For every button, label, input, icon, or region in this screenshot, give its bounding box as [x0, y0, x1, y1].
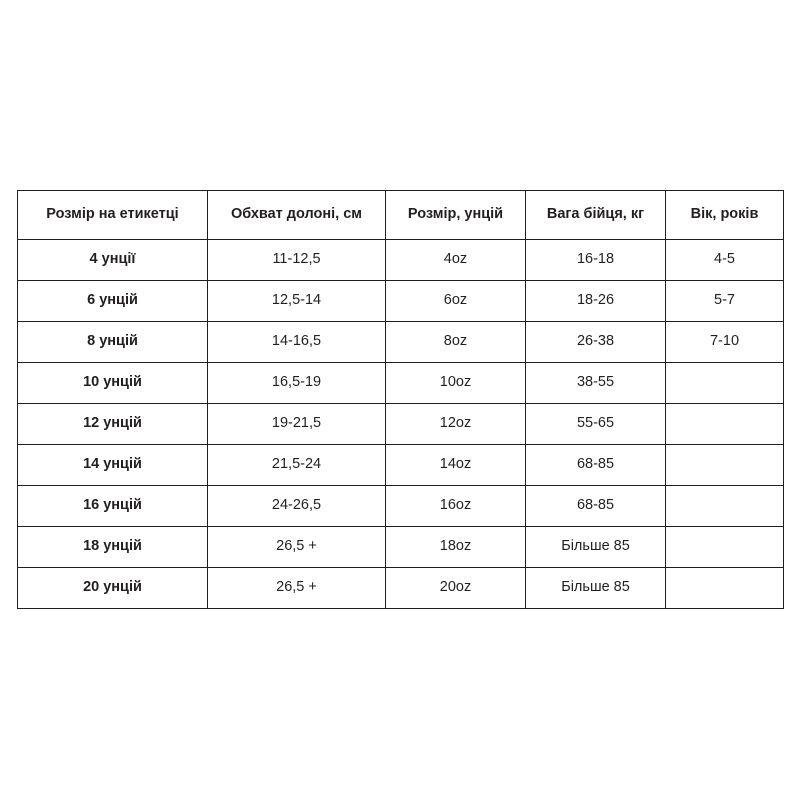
cell-fighter-weight	[526, 486, 666, 527]
cell-age	[666, 363, 784, 404]
cell-text: 6oz	[443, 292, 468, 309]
table-row	[18, 363, 784, 404]
cell-text: 14oz	[439, 456, 472, 473]
cell-text: 4oz	[443, 251, 468, 268]
table-row	[18, 322, 784, 363]
cell-text: 16,5-19	[271, 374, 322, 391]
table-row	[18, 568, 784, 609]
cell-palm-circumference	[208, 568, 386, 609]
cell-text: 26,5 +	[276, 579, 317, 596]
cell-text: 20oz	[439, 579, 472, 596]
cell-ounces	[386, 404, 526, 445]
table-row	[18, 445, 784, 486]
cell-text: 4 унції	[89, 251, 136, 268]
cell-text: 55-65	[576, 415, 615, 432]
cell-text: 5-7	[714, 292, 735, 309]
table-header	[18, 191, 784, 240]
cell-text: 26,5 +	[276, 538, 317, 555]
table-header-row	[18, 191, 784, 240]
cell-text: 18oz	[439, 538, 472, 555]
cell-ounces	[386, 363, 526, 404]
cell-ounces	[386, 322, 526, 363]
cell-text: 6 унцій	[87, 292, 138, 309]
cell-fighter-weight	[526, 527, 666, 568]
cell-fighter-weight	[526, 445, 666, 486]
cell-text: 16oz	[439, 497, 472, 514]
cell-text: 7-10	[709, 333, 740, 350]
cell-age	[666, 486, 784, 527]
table-row	[18, 527, 784, 568]
cell-label-size	[18, 568, 208, 609]
column-header-label-size	[18, 191, 208, 240]
cell-fighter-weight	[526, 363, 666, 404]
cell-label-size	[18, 322, 208, 363]
cell-text: 14 унцій	[83, 456, 142, 473]
table-row	[18, 281, 784, 322]
cell-text: 20 унцій	[83, 579, 142, 596]
column-header-ounces	[386, 191, 526, 240]
cell-palm-circumference	[208, 240, 386, 281]
cell-age	[666, 240, 784, 281]
cell-label-size	[18, 486, 208, 527]
cell-fighter-weight	[526, 404, 666, 445]
cell-text: 68-85	[576, 497, 615, 514]
cell-text: 19-21,5	[271, 415, 322, 432]
cell-fighter-weight	[526, 322, 666, 363]
table-body	[18, 240, 784, 609]
cell-text: 21,5-24	[271, 456, 322, 473]
cell-label-size	[18, 240, 208, 281]
cell-ounces	[386, 527, 526, 568]
cell-ounces	[386, 240, 526, 281]
column-header-label-size-text: Розмір на етикетці	[46, 206, 179, 223]
column-header-palm-circumference-text: Обхват долоні, см	[230, 206, 363, 223]
cell-palm-circumference	[208, 527, 386, 568]
cell-fighter-weight	[526, 568, 666, 609]
cell-text: 12 унцій	[83, 415, 142, 432]
cell-fighter-weight	[526, 240, 666, 281]
cell-age	[666, 404, 784, 445]
cell-text: 24-26,5	[271, 497, 322, 514]
cell-text: 18 унцій	[83, 538, 142, 555]
cell-palm-circumference	[208, 445, 386, 486]
cell-text: 10oz	[439, 374, 472, 391]
cell-label-size	[18, 363, 208, 404]
cell-text: Більше 85	[561, 579, 630, 596]
cell-text: 10 унцій	[83, 374, 142, 391]
cell-fighter-weight	[526, 281, 666, 322]
column-header-age-text: Вік, років	[690, 206, 759, 223]
cell-text: Більше 85	[561, 538, 630, 555]
cell-palm-circumference	[208, 363, 386, 404]
cell-label-size	[18, 281, 208, 322]
cell-palm-circumference	[208, 486, 386, 527]
column-header-fighter-weight	[526, 191, 666, 240]
cell-text: 8 унцій	[87, 333, 138, 350]
cell-ounces	[386, 486, 526, 527]
cell-text: 26-38	[576, 333, 615, 350]
cell-ounces	[386, 445, 526, 486]
cell-age	[666, 445, 784, 486]
cell-label-size	[18, 445, 208, 486]
cell-text: 8oz	[443, 333, 468, 350]
cell-palm-circumference	[208, 322, 386, 363]
cell-ounces	[386, 568, 526, 609]
cell-text: 4-5	[714, 251, 735, 268]
cell-text: 16 унцій	[83, 497, 142, 514]
column-header-ounces-text: Розмір, унцій	[407, 206, 504, 223]
cell-age	[666, 281, 784, 322]
column-header-fighter-weight-text: Вага бійця, кг	[546, 206, 645, 223]
cell-age	[666, 322, 784, 363]
table-row	[18, 486, 784, 527]
cell-label-size	[18, 527, 208, 568]
table-row	[18, 404, 784, 445]
cell-text: 68-85	[576, 456, 615, 473]
cell-text: 16-18	[576, 251, 615, 268]
table-row	[18, 240, 784, 281]
cell-text: 18-26	[576, 292, 615, 309]
cell-text: 12oz	[439, 415, 472, 432]
column-header-palm-circumference	[208, 191, 386, 240]
cell-age	[666, 568, 784, 609]
cell-text: 11-12,5	[272, 251, 321, 268]
cell-label-size	[18, 404, 208, 445]
cell-text: 14-16,5	[271, 333, 322, 350]
cell-palm-circumference	[208, 281, 386, 322]
size-chart-container	[17, 190, 783, 609]
cell-text: 38-55	[576, 374, 615, 391]
cell-text: 12,5-14	[271, 292, 322, 309]
cell-palm-circumference	[208, 404, 386, 445]
cell-age	[666, 527, 784, 568]
cell-ounces	[386, 281, 526, 322]
column-header-age	[666, 191, 784, 240]
size-chart-table	[17, 190, 784, 609]
